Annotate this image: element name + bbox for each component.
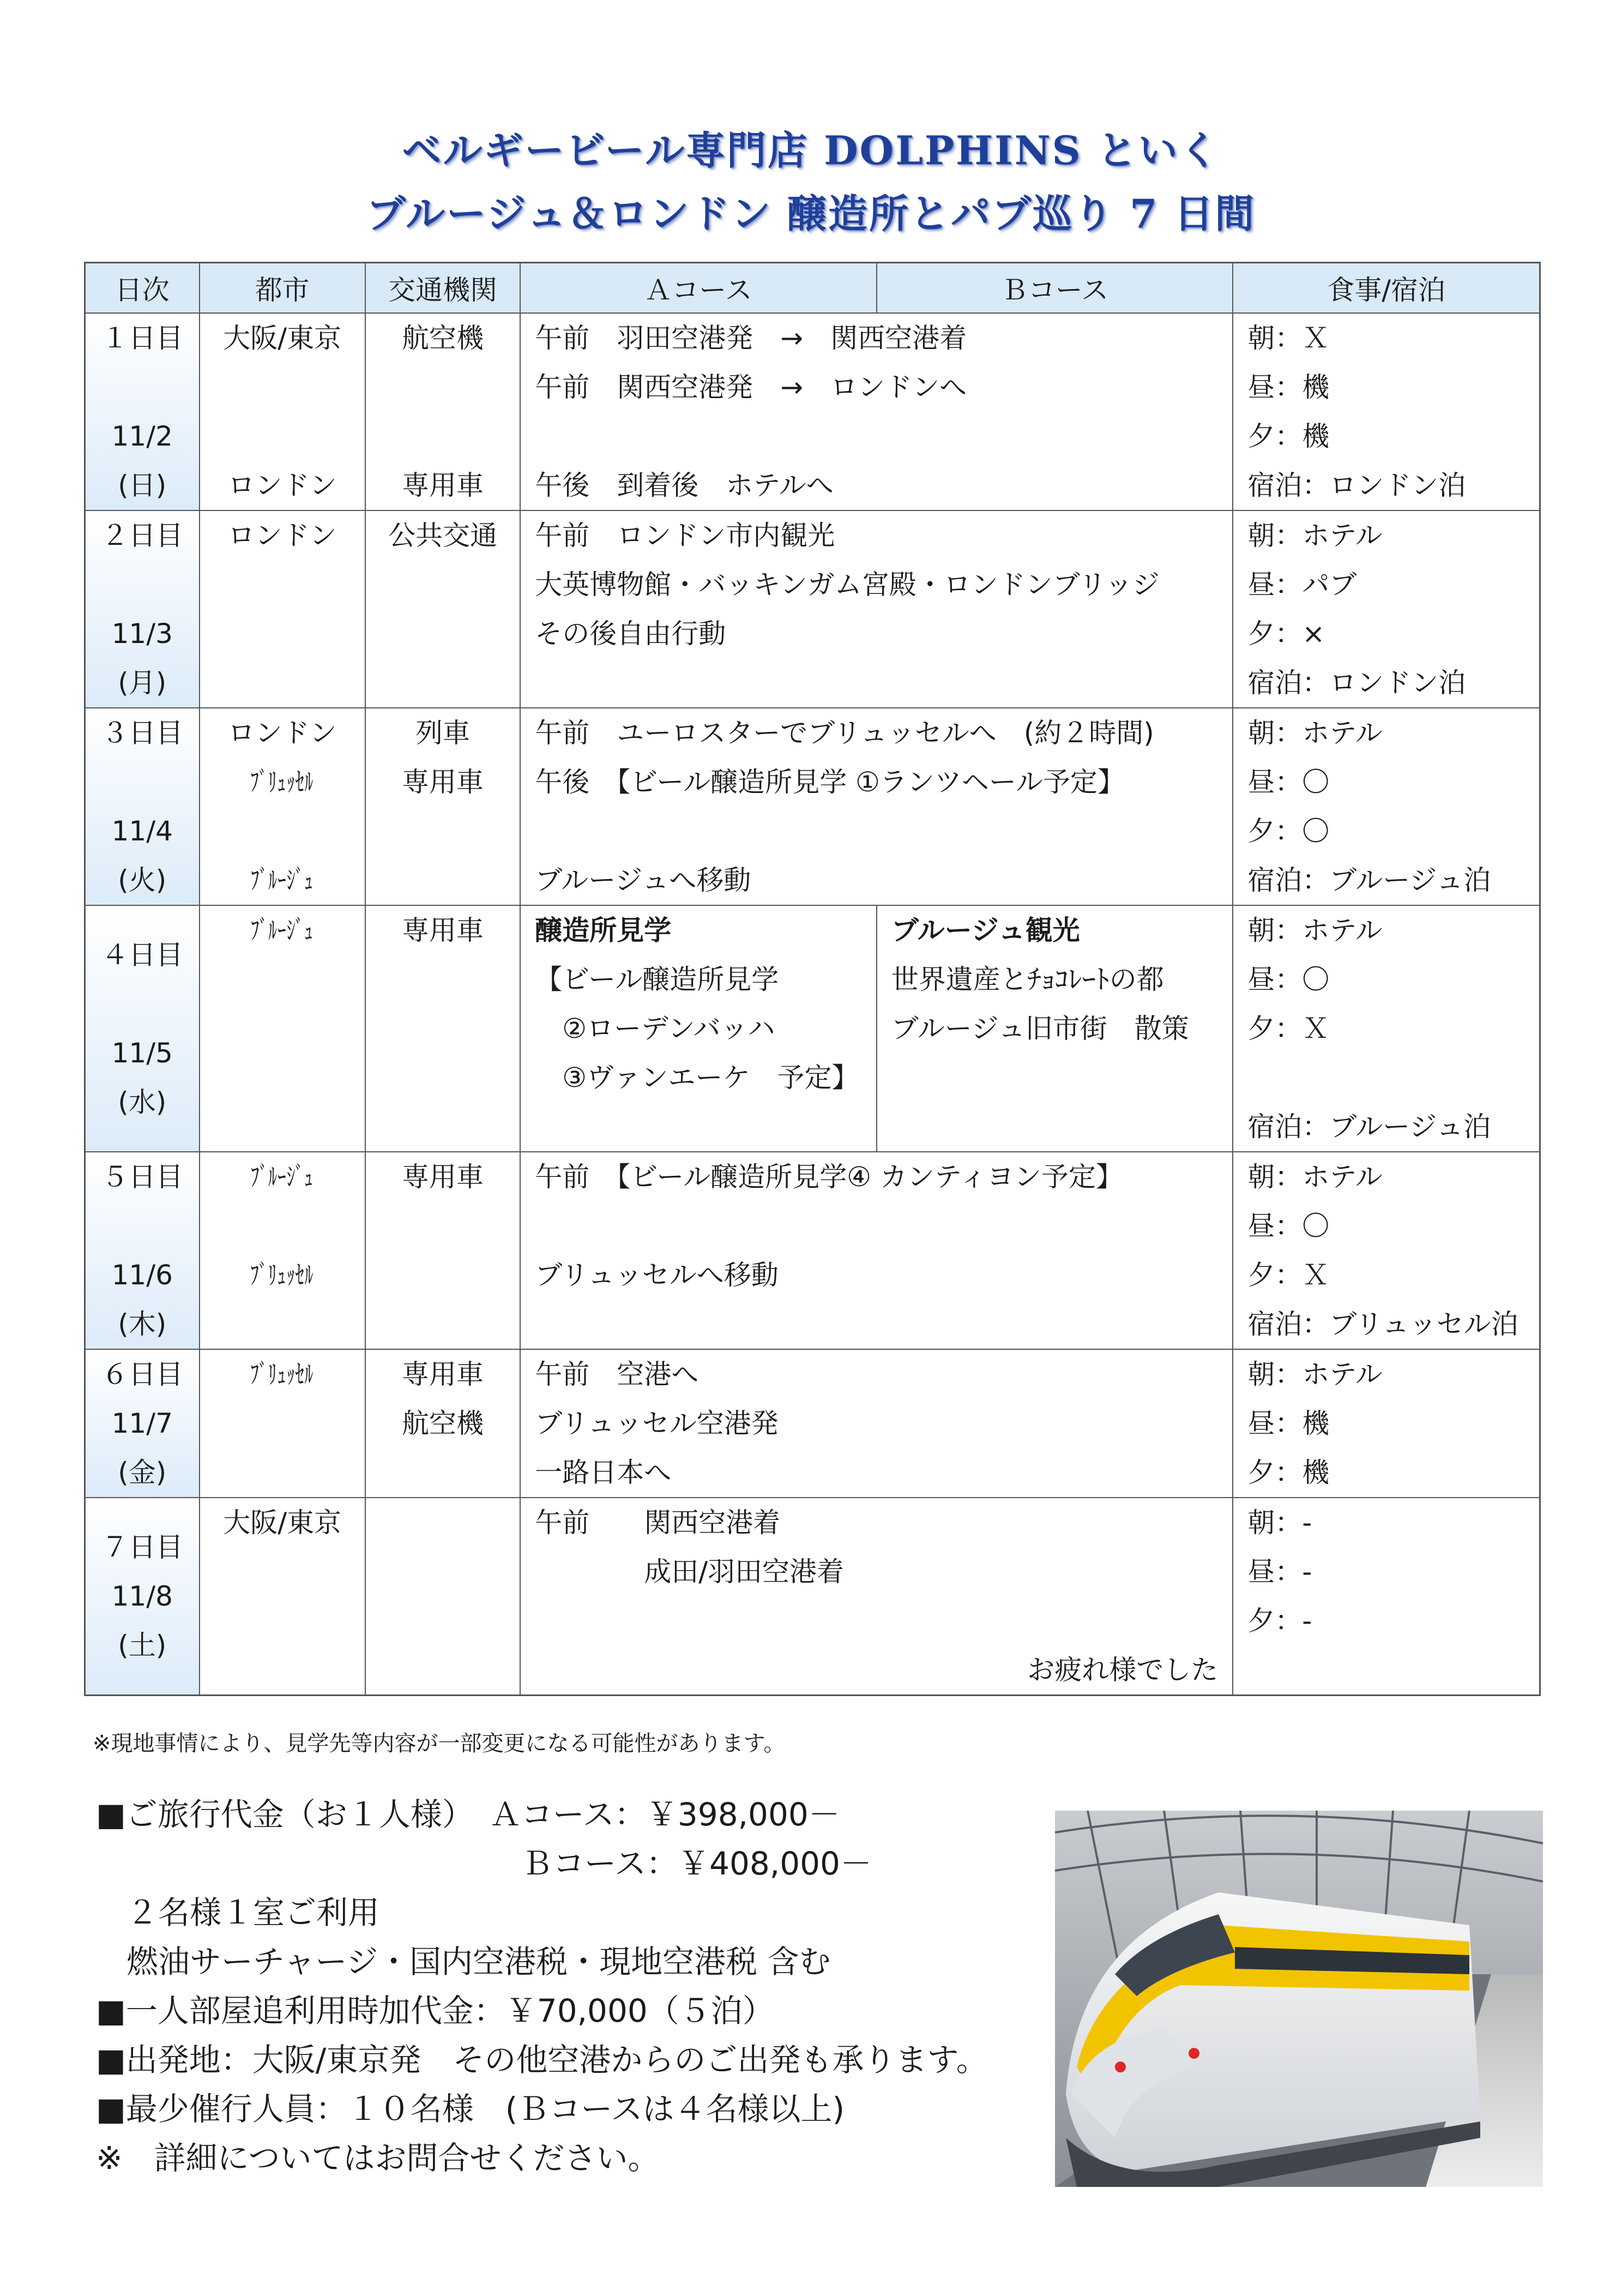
city-text: ﾌﾞﾘｭｯｾﾙ xyxy=(250,766,314,798)
course-b-text xyxy=(877,1102,1233,1151)
transport-cell xyxy=(366,708,521,905)
meal-text: 朝：ホテル xyxy=(1247,717,1383,749)
city-text xyxy=(200,1448,365,1497)
day-spacer xyxy=(86,363,199,412)
transport-text xyxy=(366,1102,520,1151)
meal-text: 夕：Ｘ xyxy=(1247,1013,1330,1044)
transport-text xyxy=(366,955,520,1004)
train-headlight-right xyxy=(1189,2048,1199,2059)
city-text xyxy=(200,560,365,609)
course-text: 大英博物館・バッキンガム宮殿・ロンドンブリッジ xyxy=(535,569,1160,600)
meal-cell xyxy=(1233,511,1539,707)
city-text: ロンドン xyxy=(227,520,337,551)
course-text: 午前 ロンドン市内観光 xyxy=(535,520,835,551)
transport-text xyxy=(366,1251,520,1300)
course-text xyxy=(521,1201,1232,1251)
table-row-day7 xyxy=(86,1498,1539,1694)
table-row-day6 xyxy=(86,1350,1539,1498)
room-note: ２名様１室ご利用 xyxy=(126,1894,380,1931)
city-text xyxy=(200,1596,365,1645)
city-text xyxy=(200,658,365,707)
meal-cell xyxy=(1233,314,1539,510)
transport-text: 公共交通 xyxy=(388,520,498,551)
city-cell xyxy=(200,708,366,905)
day-label: ６日目 xyxy=(101,1359,183,1390)
city-text xyxy=(200,1004,365,1053)
day-label: ４日目 xyxy=(101,939,183,971)
city-cell xyxy=(200,314,366,510)
transport-text xyxy=(366,1596,520,1645)
course-text xyxy=(521,412,1232,461)
itinerary-table xyxy=(84,262,1541,1696)
course-text xyxy=(521,1300,1232,1349)
day-label: １日目 xyxy=(101,322,183,354)
transport-text: 専用車 xyxy=(402,766,484,798)
city-text: ﾌﾞﾘｭｯｾﾙ xyxy=(250,1359,314,1390)
course-cell xyxy=(521,1498,1233,1694)
meal-text: 昼：- xyxy=(1247,1556,1312,1588)
city-cell xyxy=(200,511,366,707)
page-title-line1: ベルギービール専門店 DOLPHINS といく xyxy=(402,127,1220,173)
day-label: ７日目 xyxy=(101,1531,183,1563)
meal-text: 夕：Ｘ xyxy=(1247,1259,1330,1291)
day-weekday: (金) xyxy=(118,1457,167,1488)
course-b-heading: ブルージュ観光 xyxy=(891,915,1080,946)
transport-cell xyxy=(366,314,521,510)
meal-cell xyxy=(1233,1498,1539,1694)
course-text xyxy=(521,658,1232,707)
meal-text: 朝：- xyxy=(1247,1507,1312,1538)
transport-text: 列車 xyxy=(415,717,471,749)
meal-text: 夕：機 xyxy=(1247,420,1330,452)
course-text: 午前 【ビール醸造所見学④ カンティヨン予定】 xyxy=(535,1161,1123,1193)
meal-text: 朝：ホテル xyxy=(1247,1359,1383,1390)
course-cell xyxy=(521,511,1233,707)
transport-text xyxy=(366,1201,520,1251)
meal-text: 宿泊：ブルージュ泊 xyxy=(1247,864,1491,896)
course-a-text: ③ヴァンエーケ 予定】 xyxy=(535,1062,859,1093)
city-text: ﾌﾞﾙｰｼﾞｭ xyxy=(251,915,314,946)
day-weekday: (火) xyxy=(118,864,167,896)
city-text xyxy=(200,1102,365,1151)
table-header xyxy=(86,263,1539,314)
day-label: ５日目 xyxy=(101,1161,183,1193)
course-cell xyxy=(521,1350,1233,1497)
transport-text: 専用車 xyxy=(402,470,484,501)
meal-text: 夕：〇 xyxy=(1247,815,1330,847)
transport-cell xyxy=(366,1152,521,1349)
meal-text: 昼：〇 xyxy=(1247,766,1330,798)
transport-text: 航空機 xyxy=(402,322,484,354)
day-weekday: (土) xyxy=(118,1630,167,1661)
city-cell xyxy=(200,1498,366,1694)
course-text: 午前 ユーロスターでブリュッセルへ (約２時間) xyxy=(535,717,1154,749)
city-text-halfwidth xyxy=(200,758,365,807)
transport-text xyxy=(366,1448,520,1497)
departure-info: ■出発地：大阪/東京発 その他空港からのご出発も承ります。 xyxy=(96,2041,988,2078)
day-label: ３日目 xyxy=(101,717,183,749)
course-text: 午前 関西空港発 → ロンドンへ xyxy=(535,371,967,403)
course-text: 午後 【ビール醸造所見学 ①ランツヘール予定】 xyxy=(535,766,1125,798)
course-b-cell xyxy=(877,906,1234,1151)
course-text: ブルージュへ移動 xyxy=(535,864,751,896)
meal-cell xyxy=(1233,708,1539,905)
course-a-text: 【ビール醸造所見学 xyxy=(535,964,779,995)
course-text: ブリュッセルへ移動 xyxy=(535,1259,779,1291)
city-text: ロンドン xyxy=(227,470,337,501)
city-text xyxy=(200,1645,365,1694)
city-text: 大阪/東京 xyxy=(223,322,342,354)
meal-cell xyxy=(1233,1152,1539,1349)
meal-text: 夕：- xyxy=(1247,1605,1312,1637)
city-text xyxy=(200,363,365,412)
transport-text xyxy=(366,1498,520,1547)
disclaimer-note: ※現地事情により、見学先等内容が一部変更になる可能性があります。 xyxy=(93,1731,786,1756)
table-row-day1 xyxy=(86,314,1539,511)
course-text: 午前 空港へ xyxy=(535,1359,699,1390)
course-a-text xyxy=(521,1102,876,1151)
header-course-a: Ａコース xyxy=(521,263,877,312)
course-b-text xyxy=(877,1053,1233,1102)
meal-text: 昼：機 xyxy=(1247,1408,1330,1439)
day-cell xyxy=(86,511,200,707)
city-text: 大阪/東京 xyxy=(223,1507,342,1538)
meal-text: 昼：〇 xyxy=(1247,1210,1330,1242)
day-cell xyxy=(86,314,200,510)
transport-text xyxy=(366,856,520,905)
course-text: その後自由行動 xyxy=(535,618,726,650)
day-spacer xyxy=(86,979,199,1029)
course-cell xyxy=(521,314,1233,510)
transport-text xyxy=(366,412,520,461)
header-transport: 交通機関 xyxy=(366,263,521,312)
meal-text: 宿泊：ロンドン泊 xyxy=(1247,667,1466,699)
transport-text xyxy=(366,609,520,658)
pricing-section xyxy=(96,1790,988,2183)
day-date: 11/8 xyxy=(111,1580,173,1612)
transport-cell xyxy=(366,906,521,1151)
day-spacer xyxy=(86,560,199,609)
city-text xyxy=(200,412,365,461)
course-b-text: 世界遺産とﾁｮｺﾚｰﾄの都 xyxy=(891,964,1164,995)
day-weekday: (水) xyxy=(118,1086,167,1118)
header-course-b: Ｂコース xyxy=(877,263,1234,312)
table-row-day5 xyxy=(86,1152,1539,1350)
city-cell xyxy=(200,1152,366,1349)
city-text xyxy=(200,955,365,1004)
train-headlight-left xyxy=(1115,2061,1126,2072)
course-text: 午後 到着後 ホテルへ xyxy=(535,470,834,501)
day-date: 11/6 xyxy=(111,1259,173,1291)
transport-text xyxy=(366,1547,520,1596)
meal-text xyxy=(1233,1645,1539,1694)
transport-cell xyxy=(366,1498,521,1694)
transport-text xyxy=(366,363,520,412)
course-a-text: ②ローデンバッハ xyxy=(535,1013,775,1044)
city-text: ﾌﾞﾙｰｼﾞｭ xyxy=(251,1161,314,1193)
transport-text xyxy=(366,1053,520,1102)
page-title-line2: ブルージュ＆ロンドン 醸造所とパブ巡り 7 日間 xyxy=(366,190,1256,237)
course-cell xyxy=(521,1152,1233,1349)
meal-text: 夕：× xyxy=(1247,618,1325,650)
city-text xyxy=(200,1201,365,1251)
price-line-b: Ｂコース：￥408,000－ xyxy=(521,1845,872,1882)
meal-text: 昼：機 xyxy=(1247,371,1330,403)
day-cell xyxy=(86,1350,200,1497)
city-text-halfwidth xyxy=(200,856,365,905)
course-text xyxy=(521,807,1232,856)
day-spacer xyxy=(86,1498,199,1523)
city-text: ロンドン xyxy=(227,717,337,749)
transport-text xyxy=(366,1645,520,1694)
course-text: 午前 関西空港着 xyxy=(535,1507,781,1538)
header-day: 日次 xyxy=(86,263,200,312)
meal-text: 朝：ホテル xyxy=(1247,520,1383,551)
day-date: 11/2 xyxy=(111,420,173,452)
meal-text: 夕：機 xyxy=(1247,1457,1330,1488)
transport-text xyxy=(366,658,520,707)
city-text: ﾌﾞﾙｰｼﾞｭ xyxy=(251,864,314,896)
meal-text: 朝：ホテル xyxy=(1247,1161,1383,1193)
transport-text xyxy=(366,560,520,609)
course-a-heading: 醸造所見学 xyxy=(535,915,672,946)
day-cell xyxy=(86,1152,200,1349)
day-cell xyxy=(86,906,200,1151)
city-text xyxy=(200,1399,365,1448)
table-row-day3 xyxy=(86,708,1539,906)
course-text: 一路日本へ xyxy=(535,1457,672,1488)
course-text: ブリュッセル空港発 xyxy=(535,1408,779,1439)
meal-text: 朝：Ｘ xyxy=(1247,322,1330,354)
eurostar-train-photo xyxy=(1055,1811,1543,2187)
meal-text: 昼：〇 xyxy=(1247,964,1330,995)
city-cell xyxy=(200,906,366,1151)
course-text xyxy=(521,1596,1232,1645)
header-meal: 食事/宿泊 xyxy=(1327,274,1446,306)
course-text: 成田/羽田空港着 xyxy=(535,1556,845,1588)
meal-text: 宿泊：ロンドン泊 xyxy=(1247,470,1466,501)
transport-text xyxy=(366,1004,520,1053)
course-cell xyxy=(521,708,1233,905)
meal-text: 昼：パブ xyxy=(1247,569,1357,600)
meal-text xyxy=(1233,1053,1539,1102)
inquiry-note: ※ 詳細についてはお問合せください。 xyxy=(96,2139,660,2177)
city-text xyxy=(200,807,365,856)
meal-text: 宿泊：ブルージュ泊 xyxy=(1247,1111,1491,1143)
transport-text xyxy=(366,807,520,856)
day-date: 11/5 xyxy=(111,1037,173,1069)
minimum-participants: ■最少催行人員：１０名様 (Ｂコースは４名様以上) xyxy=(96,2090,845,2127)
course-footer: お疲れ様でした xyxy=(1027,1654,1219,1686)
city-text xyxy=(200,1053,365,1102)
single-supplement: ■一人部屋追利用時加代金：￥70,000（５泊） xyxy=(96,1992,774,2029)
day-date: 11/3 xyxy=(111,618,173,650)
transport-text xyxy=(366,1300,520,1349)
day-date: 11/7 xyxy=(111,1408,173,1439)
day-label: ２日目 xyxy=(101,520,183,551)
table-row-day4 xyxy=(86,906,1539,1152)
day-weekday: (月) xyxy=(118,667,167,699)
course-b-text: ブルージュ旧市街 散策 xyxy=(891,1013,1189,1044)
day-spacer xyxy=(86,906,199,930)
price-line-a: ■ご旅行代金（お１人様） Ａコース：￥398,000－ xyxy=(96,1796,840,1833)
transport-text: 専用車 xyxy=(402,1359,484,1390)
day-cell xyxy=(86,1498,200,1694)
meal-text: 朝：ホテル xyxy=(1247,915,1383,946)
transport-text: 専用車 xyxy=(402,915,484,946)
course-text: 午前 羽田空港発 → 関西空港着 xyxy=(535,322,967,354)
meal-text: 宿泊：ブリュッセル泊 xyxy=(1247,1308,1518,1340)
city-cell xyxy=(200,1350,366,1497)
day-cell xyxy=(86,708,200,905)
transport-cell xyxy=(366,511,521,707)
day-date: 11/4 xyxy=(111,815,173,847)
meal-cell xyxy=(1233,906,1539,1151)
city-text xyxy=(200,609,365,658)
city-text xyxy=(200,1547,365,1596)
city-text-halfwidth xyxy=(200,1251,365,1300)
day-weekday: (木) xyxy=(118,1308,167,1340)
header-city: 都市 xyxy=(200,263,366,312)
city-text-halfwidth xyxy=(200,906,365,955)
city-text xyxy=(200,1300,365,1349)
city-text-halfwidth xyxy=(200,1350,365,1399)
table-row-day2 xyxy=(86,511,1539,708)
transport-text: 専用車 xyxy=(402,1161,484,1193)
city-text-halfwidth xyxy=(200,1152,365,1201)
tax-note: 燃油サーチャージ・国内空港税・現地空港税 含む xyxy=(126,1943,831,1980)
meal-cell xyxy=(1233,1350,1539,1497)
transport-cell xyxy=(366,1350,521,1497)
day-spacer xyxy=(86,1201,199,1251)
day-weekday: (日) xyxy=(118,470,167,501)
transport-text: 航空機 xyxy=(402,1408,484,1439)
day-spacer xyxy=(86,758,199,807)
course-a-cell xyxy=(521,906,877,1151)
city-text: ﾌﾞﾘｭｯｾﾙ xyxy=(250,1259,314,1291)
